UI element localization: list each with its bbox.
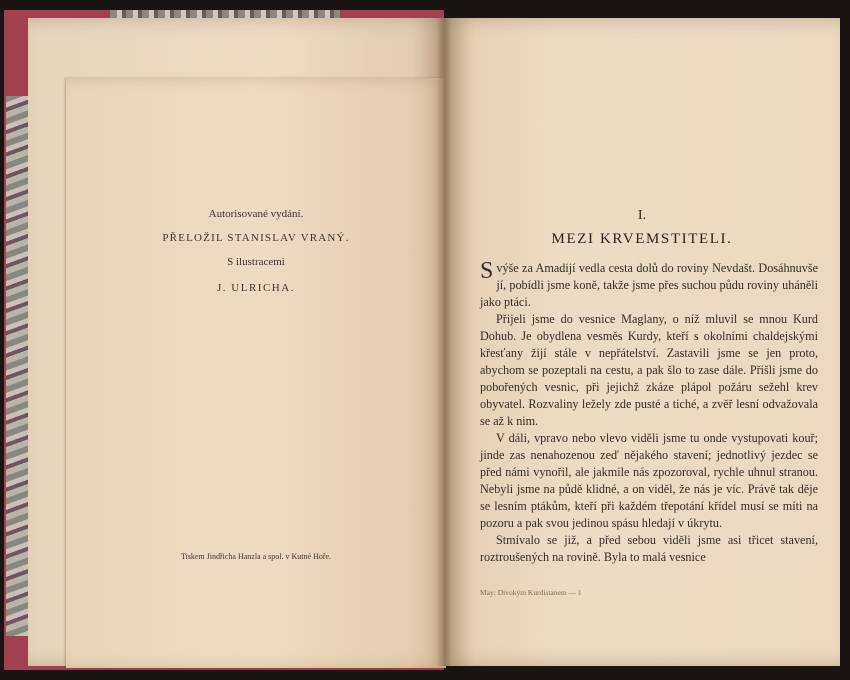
- printer-imprint: Tiskem Jindřicha Hanzla a spol. v Kutné Hoře.: [180, 552, 332, 561]
- translator-credit: PŘELOŽIL STANISLAV VRANÝ.: [162, 232, 350, 244]
- edition-note: Autorisované vydání.: [208, 208, 304, 220]
- illustrations-note: S ilustracemi: [227, 256, 285, 268]
- chapter-number: I.: [637, 208, 647, 223]
- paragraph: Stmívalo se již, a před sebou viděli jsme asi třicet stavení, roztroušených na rovině. Byla to malá vesnice: [480, 533, 818, 564]
- chapter-body: [480, 260, 818, 566]
- marbled-endpaper-edge: [6, 96, 28, 636]
- paragraph: Svýše za Amadijí vedla cesta dolů do roviny Nevdašt. Dosáhnuvše jí, pobídli jsme koně, takže jsme přes suchou půdu roviny uháněli jako ptáci.: [480, 258, 818, 309]
- paragraph: Přijeli jsme do vesnice Maglany, o níž mluvil se mnou Kurd Dohub. Je obydlena vesměs Kurdy, kteří s okolními chaldejskými křesťany žijí stále v nepřátelství. Zastavili jsme se jen proto, abychom se pozeptali na cestu, a pak šlo to zase dále. Přišli jsme do pobořených vesnic, při jejichž zkáze plápol požáru sežehl krev obyvatel. Rozvaliny ležely zde pusté a tiché, a zvěř lesní odvažovala se až k nim.: [480, 312, 818, 428]
- illustrator-name: J. ULRICHA.: [217, 282, 295, 294]
- chapter-title: MEZI KRVEMSTITELI.: [551, 231, 733, 247]
- drop-cap: S: [480, 258, 494, 284]
- title-verso-sheet: [66, 78, 446, 668]
- book-gutter: [436, 18, 452, 666]
- paragraph: V dáli, vpravo nebo vlevo viděli jsme tu onde vystupovati kouř; jinde zas nenahozenou zeď nějakého stavení; jednotlivý jezdec se před námi vynořil, ale jakmile nás zpozoroval, rychle uhnul stranou. Nebyli jsme na půdě klidné, a on viděl, že nás je víc. Právě tak děje se lesním ptákům, kteří při každém třepotání křídel musí se míti na pozoru a pak svou jedinou spásu hledají v úkrytu.: [480, 431, 818, 530]
- right-page: [444, 18, 840, 666]
- printer-signature: May: Divokým Kurdistanem — 1: [480, 588, 582, 597]
